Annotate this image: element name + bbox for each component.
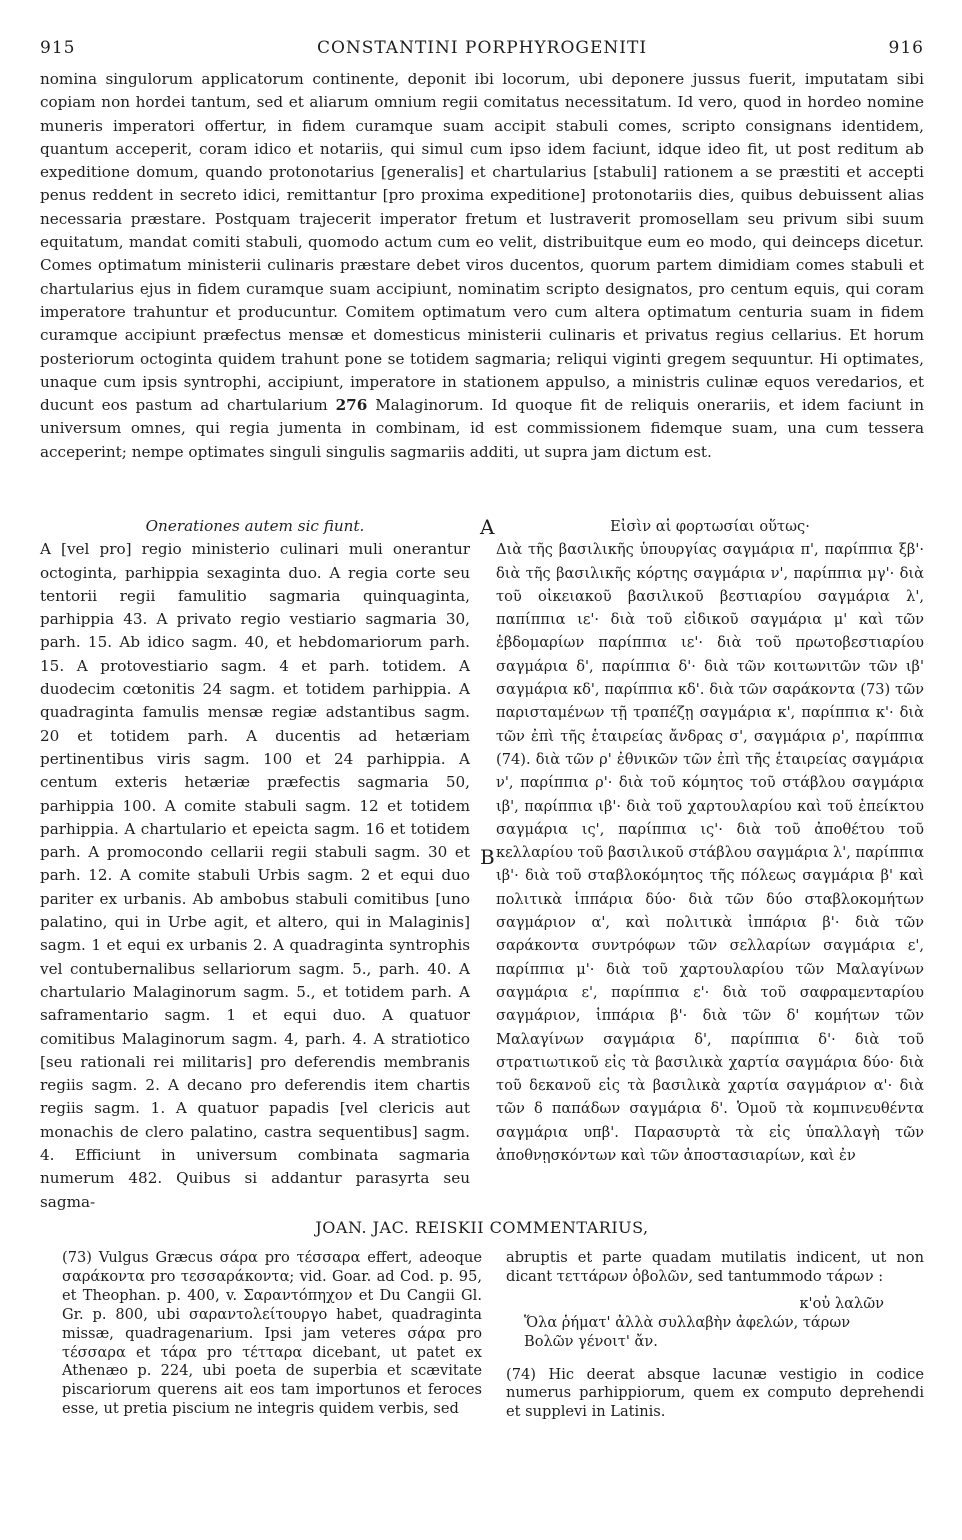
verse-quote <box>524 1295 924 1352</box>
page-number-right: 916 <box>888 38 924 58</box>
latin-column <box>40 515 470 1214</box>
latin-subheading: Onerationes autem sic fiunt. <box>145 517 365 535</box>
main-paragraph-text: nomina singulorum applicatorum continente, deponit ibi locorum, ubi deponere jussus fuerit, imputatam sibi copiam non hordei tantum, sed et aliarum omnium regii comitatus necessitatum. Id vero, quod in hordeo nomine muneris imperatori offertur, in fidem curamque suam accipit stabuli comes, scripto consignans identidem, quantum acceperit, coram idico et notariis, qui simul cum ipso idem faciunt, idque ideo fit, ut post reditum ab expeditione domum, quando protonotarius [generalis] et chartularius [stabuli] rationem a se præstiti et accepti penus reddent in secreto idici, remittantur [pro proxima expeditione] protonotariis dies, quibus debuissent alias necessaria præstare. Postquam trajecerit imperator fretum et lustraverit promosellam seu privum sibi suum equitatum, mandat comiti stabuli, quomodo actum cum eo velit, distribuitque eum eo modo, qui deinceps dicetur. Comes optimatum ministerii culinaris præstare debet viros ducentos, quorum partem dimidiam comes stabuli et chartularius ejus in fidem curamque suam accipiunt, nominatim scripto designatos, pro centum equis, qui coram imperatore trahuntur et producuntur. Comitem optimatum vero cum altera optimatum centuria suam in fidem curamque accipiunt præfectus mensæ et domesticus ministerii culinaris et privatus regius cellarius. Et horum posteriorum octoginta quidem trahunt pone se totidem sagmaria; reliqui viginti gregem sequuntur. Hi optimates, unaque cum ipsis syntrophi, accipiunt, imperatore in stationem appulso, a ministris culinæ equos veredarios, et ducunt eos pastum ad chartularium <box>40 70 924 415</box>
footnote-73-continuation: abruptis et parte quadam mutilatis indicent, ut non dicant τεττάρων ὀβολῶν, sed tantummodo τάρων : <box>506 1249 924 1285</box>
main-text <box>40 68 924 464</box>
commentary-left-column <box>62 1249 482 1419</box>
main-paragraph <box>40 68 924 464</box>
margin-number: 276 <box>335 396 368 415</box>
page-number-left: 915 <box>40 38 76 58</box>
footnote-73: (73) Vulgus Græcus σάρα pro τέσσαρα effert, adeoque σαράκοντα pro τεσσαράκοντα; vid. Goar. ad Cod. p. 95, et Theophan. p. 400, v. Σαραντόπηχον et Du Cangii Gl. Gr. p. 800, ubi σαραντολείτουργο habet, quadraginta missæ, quadragenarium. Ipsi jam veteres σάρα pro τέσσαρα et τάρα pro τέτταρα dicebant, ut patet ex Athenæo p. 224, ubi poeta de superbia et scævitate piscariorum querens ait eos tam importunos et feroces esse, ut pretia piscium ne integris quidem verbis, sed <box>62 1249 482 1418</box>
running-title: CONSTANTINI PORPHYROGENITI <box>316 38 648 58</box>
main-paragraph-continuation: Malaginorum. Id quoque fit de reliquis onerariis, et idem faciunt in universum omnes, qui regia jumenta in combinam, id est commissionem fidemque suam, una cum tessera acceperint; nempe optimates singuli singulis sagmariis additi, ut supra jam dictum est. <box>40 396 925 461</box>
footnote-74: (74) Hic deerat absque lacunæ vestigio in codice numerus parhippiorum, quem ex computo deprehendi et supplevi in Latinis. <box>506 1365 924 1421</box>
latin-text: A [vel pro] regio ministerio culinari muli onerantur octoginta, parhippia sexaginta duo. A regia corte seu tentorii regii famulitio sagmaria quinquaginta, parhippia 43. A privato regio vestiario sagmaria 30, parh. 15. Ab idico sagm. 40, et hebdomariorum parh. 15. A protovestiario sagm. 4 et parh. totidem. A duodecim cœtonitis 24 sagm. et totidem parhippia. A quadraginta famulis mensæ regiæ adstantibus sagm. 20 et totidem parh. A ducentis ad hetæriam pertinentibus viris sagm. 100 et 24 parhippia. A centum exteris hetæriæ præfectis sagmaria 50, parhippia 100. A comite stabuli sagm. 12 et totidem parhippia. A chartulario et epeicta sagm. 16 et totidem parh. A promocondo cellarii regii stabuli sagm. 30 et parh. 12. A comite stabuli Urbis sagm. 2 et equi duo pariter ex urbanis. Ab ambobus stabuli comitibus [uno palatino, qui in Urbe agit, et altero, qui in Malaginis] sagm. 1 et equi ex urbanis 2. A quadraginta syntrophis vel contubernalibus sellariorum sagm. 5., parh. 40. A chartulario Malaginorum sagm. 5., et totidem parh. A saframentario sagm. 1 et equi duo. A quatuor comitibus Malaginorum sagm. 4, parh. 4. A stratiotico [seu rationali rei militaris] pro deferendis membranis regiis sagm. 2. A decano pro deferendis item chartis regiis sagm. 1. A quatuor papadis [vel clericis aut monachis de clero palatino, castra sequentibus] sagm. 4. Efficiunt in universum combinata sagmaria numerum 482. Quibus si addantur parasyrta seu sagma- <box>40 540 470 1211</box>
commentary-heading: JOAN. JAC. REISKII COMMENTARIUS, <box>315 1218 649 1237</box>
page-header <box>40 38 924 60</box>
commentary-right-column <box>506 1249 924 1422</box>
parallel-columns <box>40 515 924 1211</box>
verse-line-2: Ὅλα ῥήματ' ἀλλὰ συλλαβὴν ἀφελών, τάρων <box>524 1313 851 1331</box>
verse-line-1: κ'οὐ λαλῶν <box>799 1294 884 1312</box>
greek-text: Διὰ τῆς βασιλικῆς ὑπουργίας σαγμάρια π', παρίππια ξβ'· διὰ τῆς βασιλικῆς κόρτης σαγμάρια ν', παρίππια μγ'· διὰ τοῦ οἰκειακοῦ βασιλικοῦ βεστιαρίου σαγμάρια λ', παπίππια ιε'· διὰ τοῦ εἰδικοῦ σαγμάρια μ' καὶ τῶν ἑβδομαρίων παρίππια ιε'· διὰ τοῦ πρωτοβεστιαρίου σαγμάρια δ', παρίππια δ'· διὰ τῶν κοιτωνιτῶν τῶν ιβ' σαγμάρια κδ', παρίππια κδ'. διὰ τῶν σαράκοντα (73) τῶν παρισταμένων τῇ τραπέζῃ σαγμάρια κ', παρίππια κ'· διὰ τῶν ἐπὶ τῆς ἑταιρείας ἄνδρας σ', σαγμάρια ρ', παρίππια (74). διὰ τῶν ρ' ἐθνικῶν τῶν ἐπὶ τῆς ἑταιρείας σαγμάρια ν', παρίππια ρ'· διὰ τοῦ κόμητος τοῦ στάβλου σαγμάρια ιβ', παρίππια ιβ'· διὰ τοῦ χαρτουλαρίου καὶ τοῦ ἐπείκτου σαγμάρια ις', παρίππια ις'· διὰ τοῦ ἀποθέτου τοῦ κελλαρίου τοῦ βασιλικοῦ στάβλου σαγμάρια λ', παρίππια ιβ'· διὰ τοῦ σταβλοκόμητος τῆς πόλεως σαγμάρια β' καὶ πολιτικὰ ἱππάρια δύο· διὰ τῶν δύο σταβλοκομήτων σαγμάριον α', καὶ πολιτικὰ ἱππάρια β'· διὰ τῶν σαράκοντα συντρόφων τῶν σελλαρίων σαγμάρια ε', παρίππια μ'· διὰ τοῦ χαρτουλαρίου τῶν Μαλαγίνων σαγμάρια ε', παρίππια ε'· διὰ τοῦ σαφραμενταρίου σαγμάριον, ἱππάρια β'· διὰ τῶν δ' κομήτων τῶν Μαλαγίνων σαγμάρια δ', παρίππια δ'· διὰ τοῦ στρατιωτικοῦ εἰς τὰ βασιλικὰ χαρτία σαγμάρια δύο· διὰ τοῦ δεκανοῦ εἰς τὰ βασιλικὰ χαρτία σαγμάριον α'· διὰ τῶν δ παπάδων σαγμάρια δ'. Ὁμοῦ τὰ κομπινευθέντα σαγμάρια υπβ'. Παρασυρτὰ τὰ εἰς ὑπαλλαγὴ τῶν ἀποθνῃσκόντων καὶ τῶν ἀποστασιαρίων, καὶ ἐν <box>496 541 924 1165</box>
greek-subheading: Εἰσὶν αἱ φορτωσίαι οὕτως· <box>610 518 810 535</box>
column-marker-b: B <box>480 845 495 869</box>
column-marker-a: A <box>480 515 495 539</box>
verse-line-3: Βολῶν γένοιτ' ἄν. <box>524 1332 658 1350</box>
greek-column <box>496 515 924 1167</box>
